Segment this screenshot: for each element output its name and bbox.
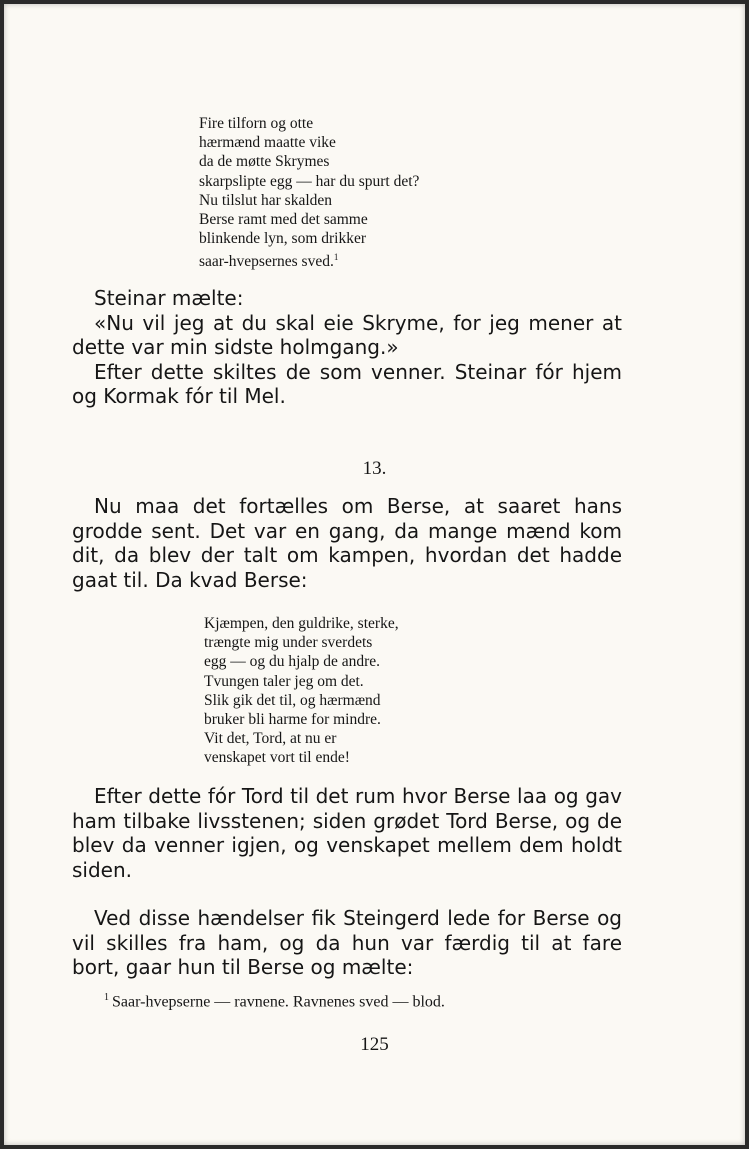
verse-line: trængte mig under sverdets: [204, 634, 373, 652]
verse-line: [199, 248, 419, 271]
verse-line: Tvungen taler jeg om det.: [204, 672, 364, 690]
page-number: 125: [360, 1034, 389, 1055]
verse-line: hærmænd maatte vike: [199, 134, 336, 152]
verse-stanza-1: [199, 114, 420, 271]
prose-block-4: [72, 906, 622, 980]
book-page: [4, 4, 745, 1145]
paragraph: Nu maa det fortælles om Berse, at saaret hans grodde sent. Det var en gang, da mange mænd kom dit, da blev der talt om kampen, hvordan det hadde gaat til. Da kvad Berse:: [72, 494, 622, 592]
verse-line: skarpslipte egg — har du spurt det?: [199, 172, 420, 190]
verse-line: Slik gik det til, og hærmænd: [204, 691, 381, 709]
footnote: [104, 992, 445, 1011]
verse-line: Nu tilslut har skalden: [199, 191, 333, 209]
verse-line: blinkende lyn, som drikker: [199, 230, 367, 248]
chapter-heading: 13.: [362, 458, 387, 479]
footnote-reference: 1: [333, 252, 339, 263]
verse-line: Berse ramt med det samme: [199, 210, 368, 228]
verse-line: egg — og du hjalp de andre.: [204, 653, 381, 671]
prose-block-1: [72, 286, 622, 409]
prose-block-3: [72, 784, 622, 882]
footnote-mark: 1: [104, 992, 109, 1003]
verse-line: bruker bli harme for mindre.: [204, 710, 381, 728]
verse-line-text: saar-hvepsernes sved.: [199, 253, 334, 271]
verse-line: venskapet vort til ende!: [204, 749, 350, 767]
verse-line: Kjæmpen, den guldrike, sterke,: [204, 615, 399, 632]
paragraph: Efter dette fór Tord til det rum hvor Berse laa og gav ham tilbake livsstenen; siden grødet Tord Berse, og de blev da venner igjen, og venskapet mellem dem holdt siden.: [72, 784, 622, 882]
paragraph: Steinar mælte:: [94, 286, 244, 310]
verse-line: Fire tilforn og otte: [199, 115, 314, 132]
verse-line: da de møtte Skrymes: [199, 153, 330, 171]
verse-line: Vit det, Tord, at nu er: [204, 730, 337, 748]
paragraph: «Nu vil jeg at du skal eie Skryme, for jeg mener at dette var min sidste holmgang.»: [72, 310, 622, 359]
prose-block-2: [72, 494, 622, 592]
verse-stanza-2: [204, 614, 399, 768]
footnote-text: Saar-hvepserne — ravnene. Ravnenes sved — blod.: [112, 993, 445, 1011]
paragraph: Ved disse hændelser fik Steingerd lede for Berse og vil skilles fra ham, og da hun var færdig til at fare bort, gaar hun til Berse og mælte:: [72, 906, 622, 979]
paragraph: Efter dette skiltes de som venner. Steinar fór hjem og Kormak fór til Mel.: [72, 359, 622, 408]
